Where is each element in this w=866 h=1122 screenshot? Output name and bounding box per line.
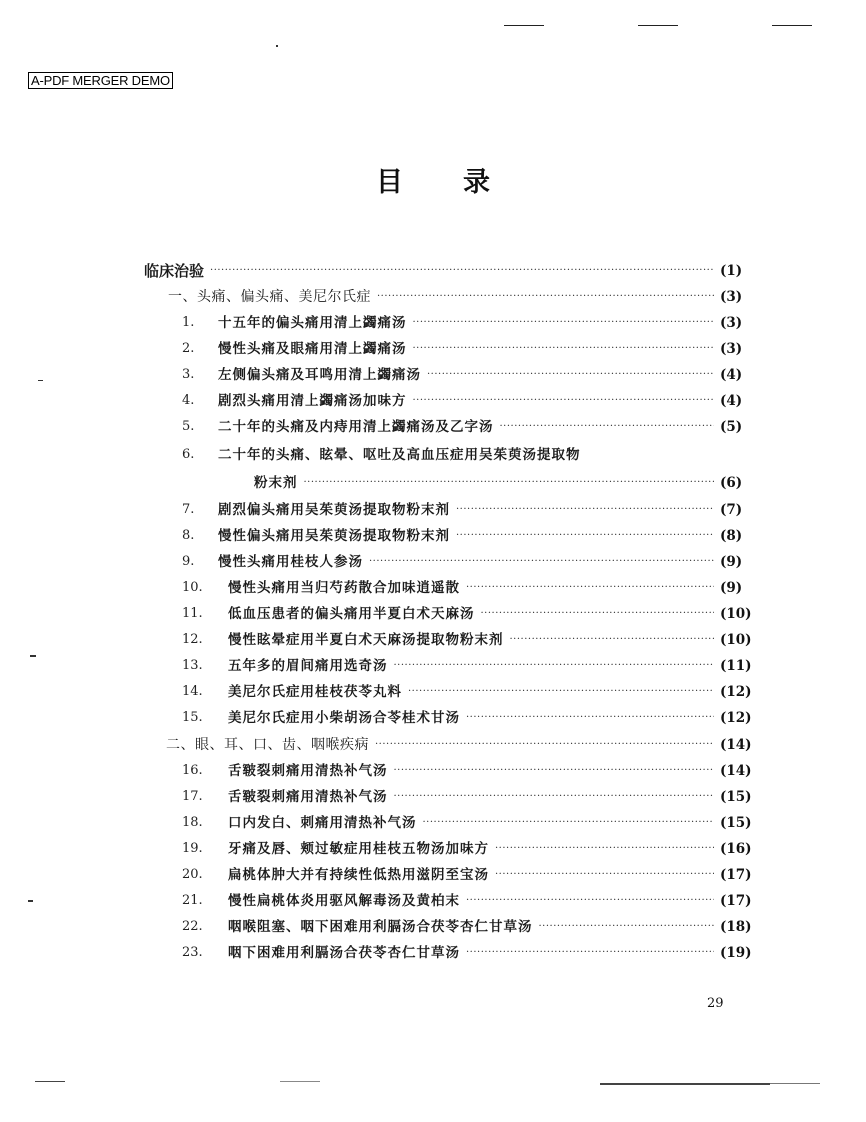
toc-entry[interactable] — [182, 521, 756, 545]
toc-label: 十五年的偏头痛用清上蠲痛汤 — [218, 315, 407, 331]
dot-leader — [495, 840, 714, 858]
toc-entry[interactable] — [182, 547, 756, 571]
scan-artifact-rule — [35, 1081, 65, 1082]
toc-label: 咽喉阻塞、咽下困难用利膈汤合茯苓杏仁甘草汤 — [228, 919, 533, 935]
dot-leader — [495, 866, 714, 884]
scan-artifact-rule — [638, 25, 678, 26]
dot-leader — [377, 288, 714, 306]
toc-page: (14) — [720, 763, 752, 779]
toc-label: 慢性头痛及眼痛用清上蠲痛汤 — [218, 341, 407, 357]
toc-entry[interactable] — [182, 599, 756, 623]
toc-label: 剧烈偏头痛用吴茱萸汤提取物粉末剂 — [218, 502, 450, 518]
dot-leader — [456, 501, 714, 519]
toc-page: (3) — [720, 341, 743, 357]
dot-leader — [466, 892, 714, 910]
dot-leader — [413, 340, 715, 358]
toc-page: (7) — [720, 502, 743, 518]
toc-num: 18. — [182, 815, 203, 830]
toc-num: 17. — [182, 789, 203, 804]
toc-page: (12) — [720, 684, 752, 700]
toc-entry[interactable] — [182, 860, 756, 884]
toc-num: 21. — [182, 893, 203, 908]
page-title — [0, 160, 866, 199]
toc-chapter[interactable] — [168, 282, 756, 306]
toc-label: 慢性偏头痛用吴茱萸汤提取物粉末剂 — [218, 528, 450, 544]
toc-page: (16) — [720, 841, 752, 857]
dot-leader — [375, 736, 714, 754]
toc-entry[interactable] — [182, 834, 756, 858]
toc-num: 23. — [182, 945, 203, 960]
dot-leader — [304, 474, 715, 492]
toc-entry[interactable] — [182, 651, 756, 675]
toc-part-heading[interactable] — [144, 256, 756, 280]
toc-entry[interactable] — [182, 782, 756, 806]
toc-label: 一、头痛、偏头痛、美尼尔氏症 — [168, 289, 371, 305]
toc-num: 3. — [182, 367, 195, 382]
dot-leader — [500, 418, 715, 436]
toc-page: (10) — [720, 632, 752, 648]
toc-page: (4) — [720, 367, 743, 383]
toc-page: (14) — [720, 737, 752, 753]
toc-label: 剧烈头痛用清上蠲痛汤加味方 — [218, 393, 407, 409]
toc-entry[interactable] — [182, 440, 756, 464]
toc-page: (15) — [720, 789, 752, 805]
toc-label: 慢性扁桃体炎用驱风解毒汤及黄柏末 — [228, 893, 460, 909]
toc-page: (3) — [720, 315, 743, 331]
dot-leader — [413, 392, 715, 410]
toc-label: 咽下困难用利膈汤合茯苓杏仁甘草汤 — [228, 945, 460, 961]
toc-page: (11) — [720, 658, 752, 674]
scan-speck — [28, 900, 33, 902]
toc-num: 1. — [182, 315, 195, 330]
toc-entry[interactable] — [182, 938, 756, 962]
dot-leader — [466, 709, 714, 727]
toc-page: (6) — [720, 475, 743, 491]
toc-num: 7. — [182, 502, 195, 517]
toc-entry[interactable] — [182, 625, 756, 649]
page-number: 29 — [707, 996, 724, 1011]
title-char-1: 目 — [376, 167, 403, 198]
dot-leader — [466, 579, 714, 597]
toc-label: 二、眼、耳、口、齿、咽喉疾病 — [166, 737, 369, 753]
dot-leader — [539, 918, 715, 936]
dot-leader — [427, 366, 714, 384]
toc-label: 低血压患者的偏头痛用半夏白术天麻汤 — [228, 606, 475, 622]
toc-label: 美尼尔氏症用桂枝茯苓丸料 — [228, 684, 402, 700]
toc-num: 10. — [182, 580, 203, 595]
dot-leader — [456, 527, 714, 545]
toc-num: 9. — [182, 554, 195, 569]
toc-label: 左侧偏头痛及耳鸣用清上蠲痛汤 — [218, 367, 421, 383]
toc-num: 5. — [182, 419, 195, 434]
toc-num: 15. — [182, 710, 203, 725]
toc-num: 11. — [182, 606, 203, 621]
toc-page: (5) — [720, 419, 743, 435]
toc-num: 22. — [182, 919, 203, 934]
toc-num: 13. — [182, 658, 203, 673]
toc-entry[interactable] — [182, 703, 756, 727]
toc-num: 14. — [182, 684, 203, 699]
toc-entry[interactable] — [182, 386, 756, 410]
toc-num: 19. — [182, 841, 203, 856]
toc-page: (19) — [720, 945, 752, 961]
toc-label: 慢性头痛用当归芍药散合加味逍遥散 — [228, 580, 460, 596]
toc-label: 扁桃体肿大并有持续性低热用滋阴至宝汤 — [228, 867, 489, 883]
toc-page: (9) — [720, 580, 743, 596]
scan-artifact-rule — [504, 25, 544, 26]
toc-entry[interactable] — [182, 756, 756, 780]
scan-speck — [38, 380, 43, 381]
toc-page: (1) — [720, 263, 743, 279]
watermark-label: A-PDF MERGER DEMO — [28, 72, 173, 89]
toc-label: 五年多的眉间痛用选奇汤 — [228, 658, 388, 674]
toc-num: 16. — [182, 763, 203, 778]
toc-label: 口内发白、刺痛用清热补气汤 — [228, 815, 417, 831]
toc-label: 舌皲裂刺痛用清热补气汤 — [228, 789, 388, 805]
dot-leader — [369, 553, 714, 571]
toc-page: (17) — [720, 867, 752, 883]
dot-leader — [423, 814, 715, 832]
dot-leader — [413, 314, 715, 332]
dot-leader — [394, 657, 715, 675]
toc-label: 二十年的头痛及内痔用清上蠲痛汤及乙字汤 — [218, 419, 494, 435]
dot-leader — [394, 788, 715, 806]
scan-artifact-rule — [280, 1081, 320, 1082]
toc-page: (12) — [720, 710, 752, 726]
toc-label: 慢性眩晕症用半夏白术天麻汤提取物粉末剂 — [228, 632, 504, 648]
toc-label: 美尼尔氏症用小柴胡汤合苓桂术甘汤 — [228, 710, 460, 726]
toc-page: (17) — [720, 893, 752, 909]
toc-entry-continuation[interactable] — [254, 468, 756, 492]
toc-num: 20. — [182, 867, 203, 882]
toc-chapter[interactable] — [166, 730, 756, 754]
toc-entry[interactable] — [182, 573, 756, 597]
toc-label-continued: 粉末剂 — [254, 475, 298, 491]
dot-leader — [394, 762, 715, 780]
scan-artifact-rule — [770, 1083, 820, 1084]
toc-entry[interactable] — [182, 886, 756, 910]
toc-label: 慢性头痛用桂枝人参汤 — [218, 554, 363, 570]
dot-leader — [408, 683, 714, 701]
toc-page: (10) — [720, 606, 752, 622]
toc-page: (4) — [720, 393, 743, 409]
toc-label: 舌皲裂刺痛用清热补气汤 — [228, 763, 388, 779]
toc-num: 12. — [182, 632, 203, 647]
toc-label: 牙痛及唇、颊过敏症用桂枝五物汤加味方 — [228, 841, 489, 857]
toc-num: 6. — [182, 447, 195, 462]
toc-entry[interactable] — [182, 334, 756, 358]
toc-entry[interactable] — [182, 412, 756, 436]
scan-artifact-rule — [772, 25, 812, 26]
toc-entry[interactable] — [182, 912, 756, 936]
toc-num: 8. — [182, 528, 195, 543]
title-char-2: 录 — [463, 167, 490, 198]
dot-leader — [210, 262, 714, 280]
toc-entry[interactable] — [182, 308, 756, 332]
toc-page: (15) — [720, 815, 752, 831]
toc-page: (18) — [720, 919, 752, 935]
toc-entry[interactable] — [182, 677, 756, 701]
dot-leader — [481, 605, 715, 623]
scan-speck — [276, 45, 278, 47]
toc-entry[interactable] — [182, 808, 756, 832]
dot-leader — [466, 944, 714, 962]
toc-page: (8) — [720, 528, 743, 544]
toc-entry[interactable] — [182, 360, 756, 384]
toc-entry[interactable] — [182, 495, 756, 519]
dot-leader — [510, 631, 715, 649]
toc-page: (3) — [720, 289, 743, 305]
toc-page: (9) — [720, 554, 743, 570]
toc-label: 临床治验 — [144, 262, 205, 280]
scan-speck — [30, 655, 36, 657]
scan-artifact-rule — [600, 1083, 770, 1085]
toc-num: 2. — [182, 341, 195, 356]
toc-label: 二十年的头痛、眩晕、呕吐及高血压症用吴茱萸汤提取物 — [218, 447, 581, 463]
toc-num: 4. — [182, 393, 195, 408]
